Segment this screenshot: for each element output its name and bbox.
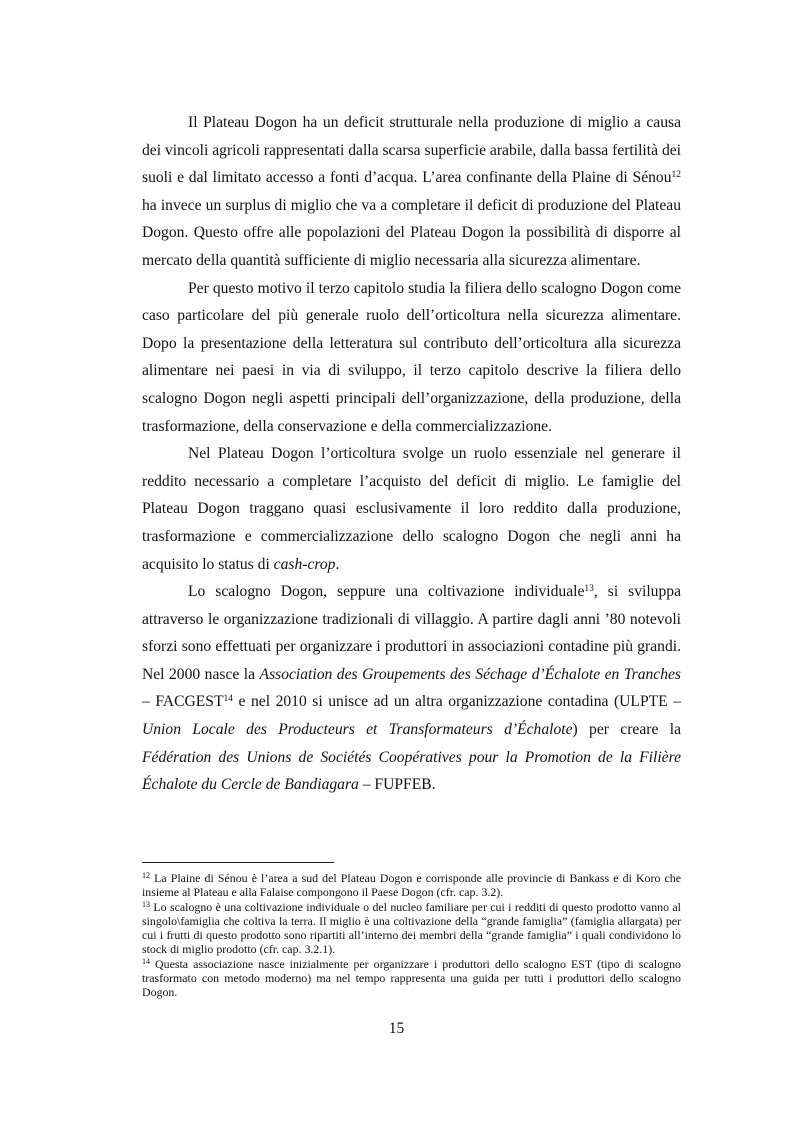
text-run: Lo scalogno Dogon, seppure una coltivazione individuale [188,583,585,601]
paragraph [142,275,681,441]
footnote-reference: 14 [223,694,233,705]
footnote-number: 12 [142,871,150,880]
footnote-text: Questa associazione nasce inizialmente per organizzare i produttori dello scalogno EST (tipo di scalogno trasformato con metodo moderno) ma nel tempo rappresenta una guida per tutti i produttori dello scalogno Dogon. [142,956,681,1000]
text-run: e nel 2010 si unisce ad un altra organizzazione contadina (ULPTE – [233,693,681,711]
italic-text: Association des Groupements des Séchage d’Échalote en Tranches [259,665,682,683]
footnote-reference: 13 [584,583,594,594]
text-run: – FUPFEB. [358,776,436,794]
paragraph [142,440,681,578]
italic-text: cash-crop [273,555,336,573]
text-run: . [335,555,340,573]
text-run: Il Plateau Dogon ha un deficit strutturale nella produzione di miglio a causa dei vincoli agricoli rappresentati dalla scarsa superficie arabile, dalla bassa fertilità dei suoli e dal limitato accesso a fonti d’acqua. L’area confinante della Plaine di Sénou [142,114,681,187]
text-run: , si sviluppa attraverso le organizzazione tradizionali di villaggio. A partire dagli anni ’80 notevoli sforzi sono effettuati per organizzare i produttori in associazioni contadine più grandi. Nel 2000 nasce la [142,583,681,683]
footnote-text: La Plaine di Sénou è l’area a sud del Plateau Dogon e corrisponde alle provincie di Bankass e di Koro che insieme al Plateau e alla Falaise compongono il Paese Dogon (cfr. cap. 3.2). [142,871,681,900]
text-run: – FACGEST [142,693,224,711]
text-run: Per questo motivo il terzo capitolo studia la filiera dello scalogno Dogon come caso particolare del più generale ruolo dell’orticoltura nella sicurezza alimentare. Dopo la presentazione della letteratura sul contributo dell’orticoltura alla sicurezza alimentare nei paesi in via di sviluppo, il terzo capitolo descrive la filiera dello scalogno Dogon negli aspetti principali dell’organizzazione, della produzione, della trasformazione, della conservazione e della commercializzazione. [142,279,681,435]
footnote [142,871,681,900]
text-run: ) per creare la [572,721,681,739]
footnote-separator [142,862,334,863]
text-run: ha invece un surplus di miglio che va a completare il deficit di produzione del Plateau Dogon. Questo offre alle popolazioni del Plateau Dogon la possibilità di disporre al mercato della quantità sufficiente di miglio necessaria alla sicurezza alimentare. [142,196,681,269]
footnotes [142,871,681,1000]
footnote-number: 13 [142,899,150,909]
page-number: 15 [388,1020,405,1037]
italic-text: Union Locale des Producteurs et Transformateurs d’Échalote [142,721,573,739]
footnote-number: 14 [142,956,150,966]
italic-text: Fédération des Unions de Sociétés Coopératives pour la Promotion de la Filière Échalote du Cercle de Bandiagara [142,748,681,794]
footnote [142,900,681,957]
footnote [142,957,681,1000]
body-text [142,109,681,799]
paragraph [142,578,681,799]
text-run: Nel Plateau Dogon l’orticoltura svolge un ruolo essenziale nel generare il reddito necessario a completare l’acquisto del deficit di miglio. Le famiglie del Plateau Dogon traggano quasi esclusivamente il loro reddito dalla produzione, trasformazione e commercializzazione dello scalogno Dogon che negli anni ha acquisito lo status di [142,445,681,573]
footnote-reference: 12 [671,169,681,180]
footnote-text: Lo scalogno è una coltivazione individuale o del nucleo familiare per cui i redditi di questo prodotto vanno al singolo\famiglia che coltiva la terra. Il miglio è una coltivazione della “grande famiglia” (famiglia allargata) per cui i frutti di questo prodotto sono ripartiti all’interno dei membri della “grande famiglia” i quali condividono lo stock di miglio prodotto (cfr. cap. 3.2.1). [142,899,681,957]
paragraph [142,109,681,275]
